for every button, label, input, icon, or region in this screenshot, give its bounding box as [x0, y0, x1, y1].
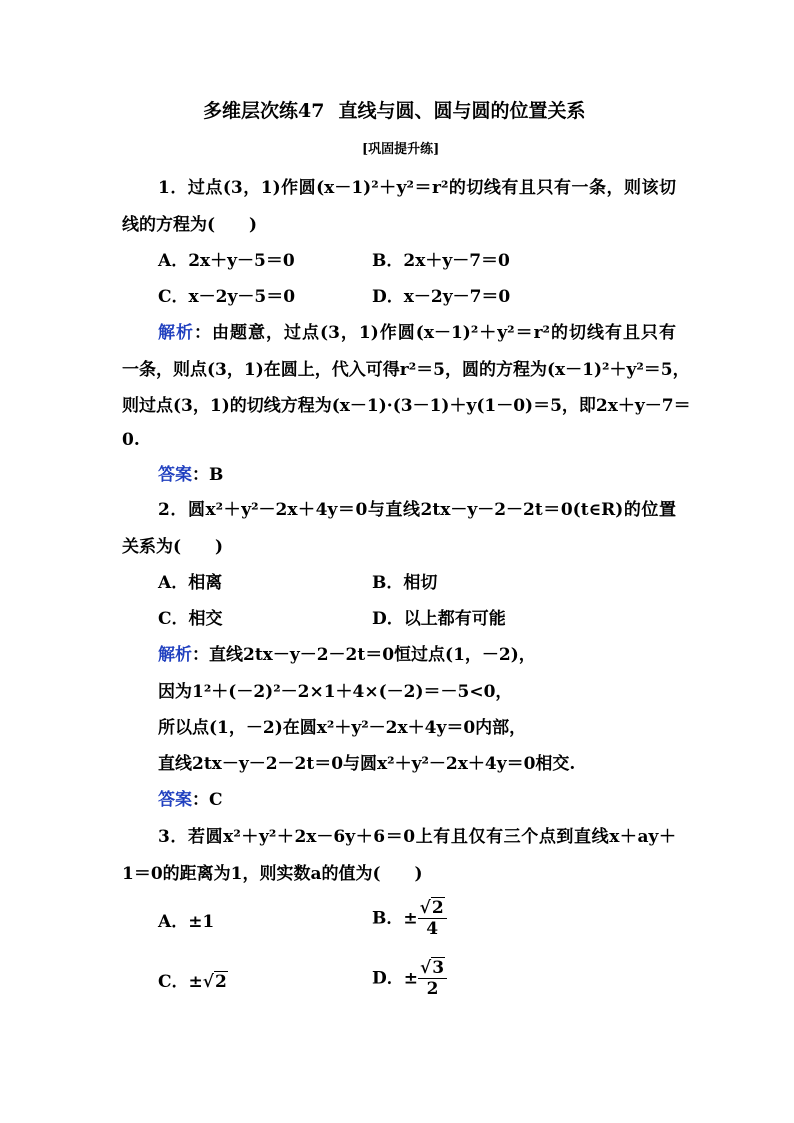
q3-option-d-prefix: D．±: [372, 968, 418, 989]
q1-option-c: C．x－2y－5＝0: [158, 287, 296, 307]
q3-option-b-prefix: B．±: [372, 908, 418, 929]
q1-analysis-text-1: ：由题意，过点(3，1)作圆(x－1)²＋y²＝r²的切线有且只有: [194, 323, 677, 343]
q1-answer-value: ：B: [192, 465, 224, 485]
q2-analysis-line-4: 直线2tx－y－2－2t＝0与圆x²＋y²－2x＋4y＝0相交.: [158, 754, 576, 774]
title-series: 多维层次练47: [203, 100, 325, 122]
q3-option-b-radicand: 2: [431, 898, 444, 918]
q1-option-a: A．2x＋y－5＝0: [158, 251, 295, 271]
q2-analysis-text-1: ：直线2tx－y－2－2t＝0恒过点(1，－2)，: [192, 645, 536, 665]
q3-option-d-radicand: 3: [432, 958, 445, 978]
q2-answer: [158, 788, 223, 812]
q1-analysis-line-3: 则过点(3，1)的切线方程为(x－1)·(3－1)＋y(1－0)＝5，即2x＋y－7＝: [122, 396, 691, 416]
q1-answer-label: 答案: [158, 465, 192, 485]
q1-analysis-line-4: 0.: [122, 430, 140, 450]
q2-analysis-line-3: 所以点(1，－2)在圆x²＋y²－2x＋4y＝0内部，: [158, 718, 527, 738]
q2-option-d: D．以上都有可能: [372, 609, 506, 629]
q3-option-c-prefix: C．±: [158, 972, 203, 992]
q3-option-b-denominator: 4: [426, 919, 439, 939]
q2-option-a: A．相离: [158, 573, 223, 593]
q3-option-b-fraction: [418, 898, 447, 939]
q3-option-c-radicand: 2: [214, 972, 227, 992]
q2-analysis-label: 解析: [158, 645, 192, 665]
q2-answer-label: 答案: [158, 790, 192, 810]
q1-option-d: D．x－2y－7＝0: [372, 287, 511, 307]
title-topic: 直线与圆、圆与圆的位置关系: [338, 100, 586, 122]
q3-option-d-fraction: [418, 958, 447, 999]
q1-option-b: B．2x＋y－7＝0: [372, 251, 510, 271]
q1-stem-line-1: 1．过点(3，1)作圆(x－1)²＋y²＝r²的切线有且只有一条，则该切: [158, 178, 676, 198]
q3-stem-line-2: 1＝0的距离为1，则实数a的值为( ): [122, 864, 423, 884]
q1-analysis-line-1: [158, 321, 676, 345]
q1-analysis-line-2: 一条，则点(3，1)在圆上，代入可得r²＝5，圆的方程为(x－1)²＋y²＝5，: [122, 360, 690, 380]
q2-analysis-line-2: 因为1²＋(－2)²－2×1＋4×(－2)＝－5<0，: [158, 682, 513, 702]
q2-option-c: C．相交: [158, 609, 223, 629]
q1-stem-line-2: 线的方程为( ): [122, 215, 258, 235]
q3-option-c: C．±√2: [158, 972, 227, 992]
q1-analysis-label: 解析: [158, 323, 195, 343]
q3-option-d-numerator: √3: [418, 958, 447, 979]
q3-option-a: A．±1: [158, 912, 215, 932]
q3-option-b: [372, 898, 447, 939]
q2-stem-line-1: 2．圆x²＋y²－2x＋4y＝0与直线2tx－y－2－2t＝0(t∈R)的位置: [158, 500, 676, 520]
q3-stem-line-1: 3．若圆x²＋y²＋2x－6y＋6＝0上有且仅有三个点到直线x＋ay＋: [158, 827, 676, 847]
q2-option-b: B．相切: [372, 573, 438, 593]
q3-option-d-denominator: 2: [426, 979, 439, 999]
q2-analysis-line-1: [158, 643, 536, 667]
q2-answer-value: ：C: [192, 790, 223, 810]
q3-option-d: [372, 958, 447, 999]
section-subtitle: [巩固提升练]: [362, 142, 440, 157]
q2-stem-line-2: 关系为( ): [122, 537, 224, 557]
page-title: [203, 98, 585, 124]
q1-answer: [158, 463, 223, 487]
q3-option-b-numerator: √2: [418, 898, 447, 919]
